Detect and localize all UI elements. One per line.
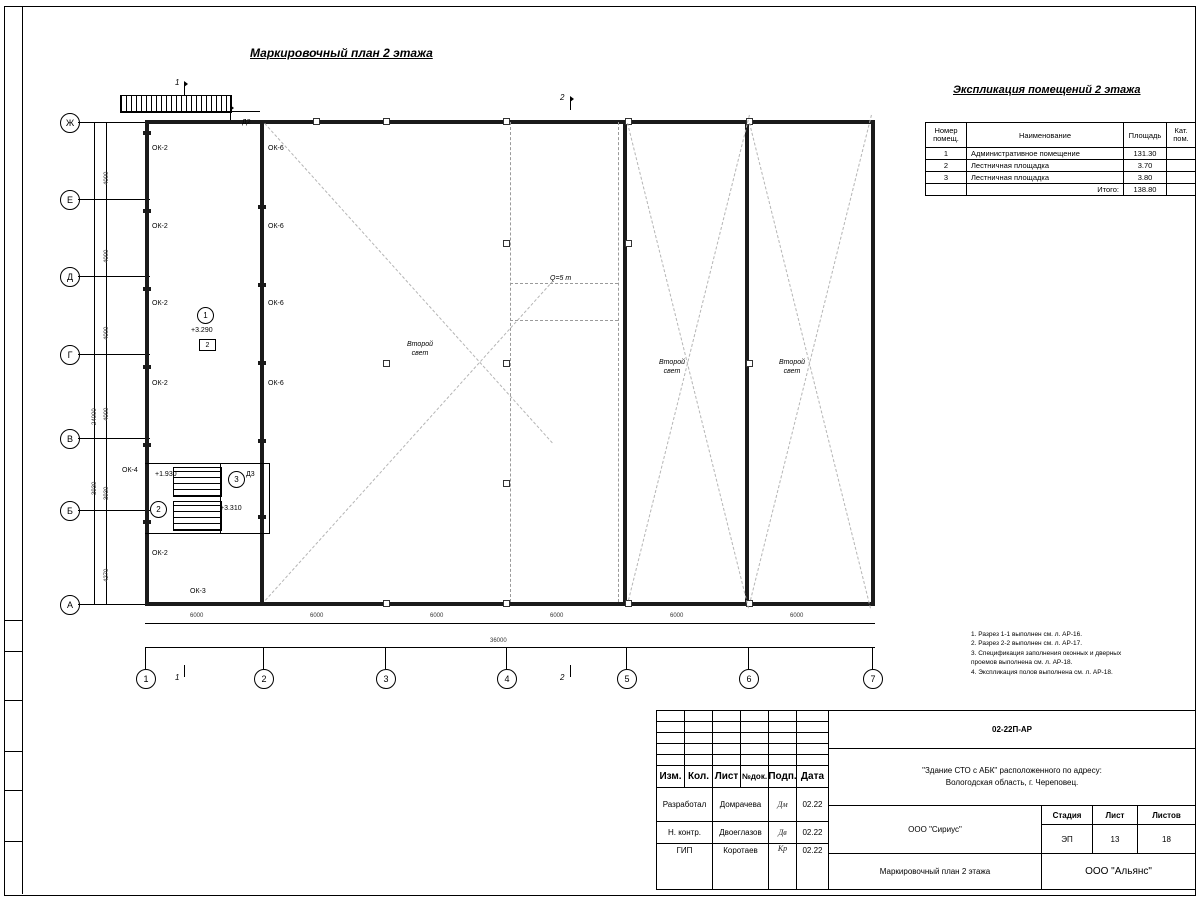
axis-line-zh	[78, 122, 150, 123]
door-label-d3: Д3	[246, 471, 255, 478]
rev-cell	[797, 733, 829, 744]
window-opening-l1	[143, 131, 151, 135]
window-label-left-1: ОК-2	[152, 145, 168, 152]
stair-flight-upper	[173, 467, 222, 497]
rev-cell	[713, 744, 741, 755]
crane-axis-dashed	[510, 122, 511, 602]
col-header-ndok: №док.	[741, 766, 769, 788]
window-label-left-5: ОК-4	[122, 467, 138, 474]
expl-row1-num: 1	[926, 148, 967, 160]
designer-organization: ООО "Альянс"	[1085, 866, 1152, 877]
rev-cell	[713, 722, 741, 733]
role-signature-gip: Кр	[769, 844, 797, 889]
expl-header-num: Номер помещ.	[926, 123, 967, 148]
rev-cell	[741, 744, 769, 755]
rev-cell	[657, 733, 685, 744]
expl-row2-num: 2	[926, 160, 967, 172]
room-marker-3: 3	[228, 471, 245, 488]
rev-cell	[657, 755, 685, 766]
dim-left-5: 3930	[104, 486, 110, 500]
level-mark-1: +3.290	[191, 327, 213, 334]
object-line-1: "Здание СТО с АБК" расположенного по адресу:	[922, 766, 1102, 775]
column-marker	[383, 600, 390, 607]
rev-cell	[797, 722, 829, 733]
window-opening-i3	[258, 361, 266, 365]
total-cat	[1167, 184, 1196, 196]
column-marker	[503, 118, 510, 125]
section-line-2-bottom	[570, 665, 571, 677]
role-name-gip: Коротаев	[713, 844, 769, 889]
level-mark-2: +1.930	[155, 471, 177, 478]
window-label-left-6: ОК-2	[152, 550, 168, 557]
margin-cell-1	[4, 620, 22, 652]
door-d2-arrow	[230, 105, 234, 111]
section-mark-2-bottom: 2	[560, 673, 565, 682]
object-line-2: Вологодская область, г. Череповец.	[945, 778, 1079, 787]
opening-dashed-bottom	[510, 320, 618, 321]
rev-cell	[797, 711, 829, 722]
note-2: 2. Разрез 2-2 выполнен см. л. АР-17.	[971, 640, 1083, 648]
rev-cell	[685, 733, 713, 744]
sheet-name: Маркировочный план 2 этажа	[829, 854, 1042, 889]
total-spacer	[926, 184, 967, 196]
window-opening-l6	[143, 520, 151, 524]
window-opening-i1	[258, 205, 266, 209]
total-label: Итого:	[967, 184, 1124, 196]
room-marker-2: 2	[150, 501, 167, 518]
dim-bottom-2: 6000	[310, 613, 324, 619]
sheet-header: Лист	[1093, 806, 1138, 825]
expl-row2-area: 3.70	[1124, 160, 1167, 172]
axis-label-3: 3	[376, 669, 396, 689]
rev-cell	[769, 733, 797, 744]
rev-cell	[769, 722, 797, 733]
margin-cell-3	[4, 790, 22, 842]
column-marker	[503, 240, 510, 247]
window-opening-l3	[143, 287, 151, 291]
document-code: 02-22П-АР	[829, 711, 1195, 749]
axis-label-g: Г	[60, 345, 80, 365]
axis-label-zh: Ж	[60, 113, 80, 133]
total-value: 138.80	[1124, 184, 1167, 196]
note-5: 4. Экспликация полов выполнена см. л. АР-18.	[971, 668, 1113, 676]
void-label-1: Второй свет	[407, 341, 433, 358]
expl-row3-name: Лестничная площадка	[967, 172, 1124, 184]
column-marker	[503, 480, 510, 487]
dim-left-total: 24000	[92, 408, 98, 425]
crane-axis-dashed-2	[618, 122, 619, 602]
axis-line-e	[78, 199, 150, 200]
window-opening-l5	[143, 443, 151, 447]
crane-capacity-label: Q=5 т	[550, 275, 572, 282]
room-marker-1: 1	[197, 307, 214, 324]
canopy-base	[120, 111, 260, 112]
opening-dashed-top	[510, 283, 618, 284]
window-label-left-4: ОК-2	[152, 380, 168, 387]
expl-row3-num: 3	[926, 172, 967, 184]
sheets-header: Листов	[1138, 806, 1195, 825]
window-label-left-3: ОК-2	[152, 300, 168, 307]
dim-bottom-6: 6000	[790, 613, 804, 619]
expl-row3-area: 3.80	[1124, 172, 1167, 184]
window-opening-l4	[143, 365, 151, 369]
expl-header-cat: Кат. пом.	[1167, 123, 1196, 148]
dim-chain-left-outer	[94, 122, 95, 604]
floor-type-mark: 2	[199, 339, 216, 351]
expl-row1-area: 131.30	[1124, 148, 1167, 160]
dim-left-6: 4270	[104, 568, 110, 582]
floor-plan	[60, 78, 890, 695]
section-arrow-1-top	[184, 81, 188, 87]
stair-divider	[220, 463, 221, 533]
role-label-developer: Разработал	[657, 788, 713, 822]
section-mark-2-top: 2	[560, 93, 565, 102]
stair-room-top	[145, 463, 270, 464]
void-label-3: Второй свет	[779, 359, 805, 376]
axis-label-b: Б	[60, 501, 80, 521]
window-label-inner-3: ОК-6	[268, 300, 284, 307]
rev-cell	[769, 744, 797, 755]
rev-cell	[657, 722, 685, 733]
col-header-podp: Подп.	[769, 766, 797, 788]
axis-label-e: Е	[60, 190, 80, 210]
axis-line-1	[145, 647, 146, 669]
axis-line-5	[626, 647, 627, 669]
axis-label-5: 5	[617, 669, 637, 689]
dim-left-4: 4000	[104, 407, 110, 421]
column-marker	[383, 360, 390, 367]
table-row	[926, 148, 1196, 160]
window-opening-l2	[143, 209, 151, 213]
rev-cell	[657, 711, 685, 722]
dim-chain-bottom-total	[145, 647, 875, 648]
role-label-gip: ГИП	[657, 844, 713, 889]
column-marker	[746, 360, 753, 367]
axis-line-3	[385, 647, 386, 669]
stair-flight-lower	[173, 501, 222, 531]
role-name-developer: Домрачева	[713, 788, 769, 822]
column-marker	[625, 240, 632, 247]
role-name-normcontrol: Двоеглазов	[713, 822, 769, 844]
object-description	[829, 749, 1195, 806]
expl-header-area: Площадь	[1124, 123, 1167, 148]
column-marker	[625, 118, 632, 125]
window-label-bottom: ОК-3	[190, 588, 206, 595]
role-signature-developer: Дм	[769, 788, 797, 822]
rev-cell	[713, 755, 741, 766]
sheet-left-margin-column	[4, 6, 23, 894]
col-header-list: Лист	[713, 766, 741, 788]
window-opening-i4	[258, 439, 266, 443]
window-opening-i2	[258, 283, 266, 287]
stair-room-bottom	[145, 533, 270, 534]
rev-cell	[769, 711, 797, 722]
rev-cell	[797, 755, 829, 766]
expl-row2-name: Лестничная площадка	[967, 160, 1124, 172]
table-row	[926, 172, 1196, 184]
rev-cell	[797, 744, 829, 755]
rev-cell	[685, 711, 713, 722]
axis-line-g	[78, 354, 150, 355]
axis-label-7: 7	[863, 669, 883, 689]
expl-row1-cat	[1167, 148, 1196, 160]
col-header-data: Дата	[797, 766, 829, 788]
expl-row3-cat	[1167, 172, 1196, 184]
wall-bottom	[145, 602, 875, 606]
section-line-1-bottom	[184, 665, 185, 677]
margin-cell-2	[4, 700, 22, 752]
col-header-izm: Изм.	[657, 766, 685, 788]
expl-row2-cat	[1167, 160, 1196, 172]
rev-cell	[685, 722, 713, 733]
axis-line-v	[78, 438, 150, 439]
level-mark-3: +3.310	[220, 505, 242, 512]
role-label-normcontrol: Н. контр.	[657, 822, 713, 844]
stage-value: ЭП	[1042, 825, 1093, 854]
dim-chain-left	[106, 122, 107, 604]
dim-bottom-3: 6000	[430, 613, 444, 619]
axis-line-6	[748, 647, 749, 669]
rev-cell	[769, 755, 797, 766]
expl-row1-name: Административное помещение	[967, 148, 1124, 160]
rev-cell	[657, 744, 685, 755]
rev-cell	[685, 755, 713, 766]
axis-label-6: 6	[739, 669, 759, 689]
table-row	[926, 160, 1196, 172]
rev-cell	[741, 755, 769, 766]
expl-header-name: Наименование	[967, 123, 1124, 148]
window-opening-i5	[258, 515, 266, 519]
rev-cell	[741, 722, 769, 733]
dim-bottom-4: 6000	[550, 613, 564, 619]
note-4: проемов выполнена см. л. АР-18.	[971, 659, 1073, 667]
dim-bottom-total: 36000	[490, 638, 507, 644]
role-date-gip: 02.22	[797, 844, 829, 889]
axis-line-4	[506, 647, 507, 669]
rev-cell	[741, 733, 769, 744]
table-total-row	[926, 184, 1196, 196]
dim-chain-bottom	[145, 623, 875, 624]
stair-room-right	[269, 463, 270, 533]
dim-left-total2: 3930	[92, 481, 98, 495]
sheets-value: 18	[1138, 825, 1195, 854]
window-label-left-2: ОК-2	[152, 223, 168, 230]
stage-header: Стадия	[1042, 806, 1093, 825]
window-label-inner-2: ОК-6	[268, 223, 284, 230]
customer-name: ООО "Сириус"	[829, 806, 1042, 854]
general-notes	[971, 630, 1121, 677]
title-block	[656, 710, 1196, 890]
column-marker	[313, 118, 320, 125]
column-marker	[383, 118, 390, 125]
axis-line-7	[872, 647, 873, 669]
axis-line-d	[78, 276, 150, 277]
window-label-inner-4: ОК-6	[268, 380, 284, 387]
dim-left-3: 4000	[104, 326, 110, 340]
role-date-developer: 02.22	[797, 788, 829, 822]
dim-bottom-1: 6000	[190, 613, 204, 619]
plan-title: Маркировочный план 2 этажа	[250, 46, 433, 60]
section-mark-1-top: 1	[175, 78, 180, 87]
role-date-normcontrol: 02.22	[797, 822, 829, 844]
role-signature-normcontrol: Дв	[769, 822, 797, 844]
explication-title: Экспликация помещений 2 этажа	[953, 84, 1141, 96]
axis-label-1: 1	[136, 669, 156, 689]
column-marker	[503, 600, 510, 607]
rev-cell	[741, 711, 769, 722]
dim-left-1: 4000	[104, 171, 110, 185]
sheet-value: 13	[1093, 825, 1138, 854]
axis-label-a: А	[60, 595, 80, 615]
door-label-d2: Д2	[242, 119, 251, 126]
rev-cell	[685, 744, 713, 755]
axis-line-b	[78, 510, 150, 511]
column-marker	[625, 600, 632, 607]
axis-label-4: 4	[497, 669, 517, 689]
axis-line-a	[78, 604, 150, 605]
rev-cell	[713, 711, 741, 722]
wall-right	[871, 120, 875, 606]
wall-inner-axis5	[623, 120, 627, 606]
dim-left-2: 4000	[104, 249, 110, 263]
dim-bottom-5: 6000	[670, 613, 684, 619]
axis-line-2	[263, 647, 264, 669]
section-mark-1-bottom: 1	[175, 673, 180, 682]
window-label-inner-1: ОК-6	[268, 145, 284, 152]
column-marker	[503, 360, 510, 367]
explication-table	[925, 122, 1196, 196]
void-label-2: Второй свет	[659, 359, 685, 376]
section-arrow-2-top	[570, 96, 574, 102]
note-3: 3. Спецификация заполнения оконных и дверных	[971, 649, 1122, 657]
note-1: 1. Разрез 1-1 выполнен см. л. АР-16.	[971, 631, 1083, 638]
axis-label-v: В	[60, 429, 80, 449]
rev-cell	[713, 733, 741, 744]
col-header-kol: Кол.	[685, 766, 713, 788]
axis-label-d: Д	[60, 267, 80, 287]
axis-label-2: 2	[254, 669, 274, 689]
